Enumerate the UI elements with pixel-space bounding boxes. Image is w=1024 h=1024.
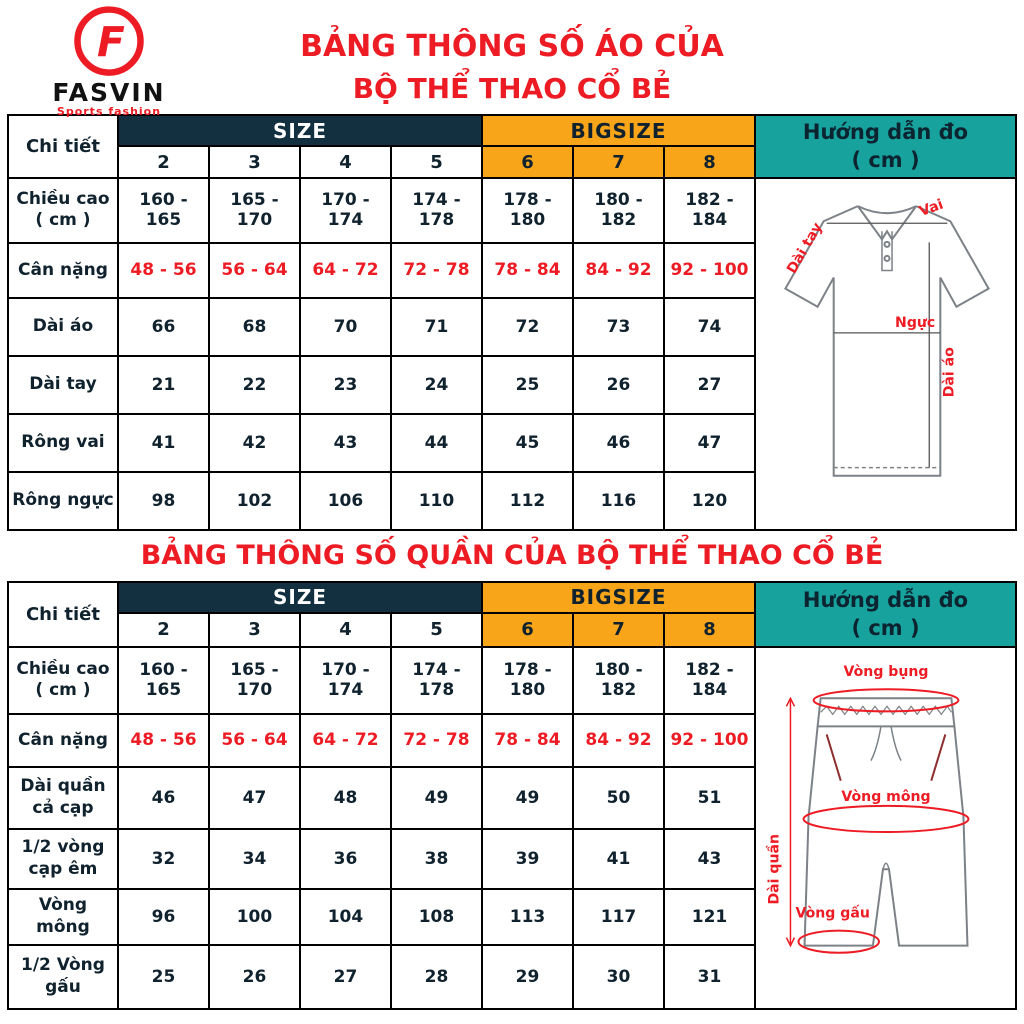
row-label: Dài áo [8, 298, 118, 356]
waist-label: Vòng bụng [843, 663, 929, 680]
cell: 72 - 78 [391, 243, 482, 298]
cell: 45 [482, 414, 573, 472]
cell: 47 [209, 767, 300, 829]
pants-size-col: 5 [391, 613, 482, 647]
row-label: Chiều cao ( cm ) [8, 178, 118, 243]
pants-table-title: BẢNG THÔNG SỐ QUẦN CỦA BỘ THỂ THAO CỔ BẺ [140, 539, 884, 571]
cell: 47 [664, 414, 755, 472]
cell: 180 - 182 [573, 647, 664, 714]
cell: 46 [118, 767, 209, 829]
cell: 170 - 174 [300, 647, 391, 714]
row-label: Dài quần cả cạp [8, 767, 118, 829]
cell: 178 - 180 [482, 647, 573, 714]
cell: 165 - 170 [209, 178, 300, 243]
cell: 92 - 100 [664, 714, 755, 767]
cell: 106 [300, 472, 391, 530]
cell: 24 [391, 356, 482, 414]
cell: 30 [573, 945, 664, 1009]
cell: 26 [573, 356, 664, 414]
cell: 66 [118, 298, 209, 356]
cell: 120 [664, 472, 755, 530]
brand-logo [44, 4, 174, 118]
row-label: Chiều cao ( cm ) [8, 647, 118, 714]
pants-bigsize-band: BIGSIZE [482, 582, 755, 613]
pants-size-col: 3 [209, 613, 300, 647]
table-row [8, 647, 1016, 714]
pants-bigsize-col: 6 [482, 613, 573, 647]
shirt-bigsize-col: 7 [573, 146, 664, 177]
cell: 116 [573, 472, 664, 530]
shirt-guide-title: Hướng dẫn đo [802, 120, 969, 144]
shorts-diagram-icon [760, 654, 1012, 1002]
cell: 174 - 178 [391, 178, 482, 243]
cell: 84 - 92 [573, 714, 664, 767]
cell: 43 [300, 414, 391, 472]
pants-measure-diagram [755, 647, 1016, 1009]
cell: 21 [118, 356, 209, 414]
pants-spec-table [7, 581, 1017, 1010]
row-label: 1/2 vòng cạp êm [8, 829, 118, 889]
cell: 160 - 165 [118, 178, 209, 243]
cell: 26 [209, 945, 300, 1009]
cell: 28 [391, 945, 482, 1009]
cell: 64 - 72 [300, 714, 391, 767]
pants-guide-header [755, 582, 1016, 647]
cell: 56 - 64 [209, 243, 300, 298]
pants-size-col: 2 [118, 613, 209, 647]
shirt-bigsize-band: BIGSIZE [482, 115, 755, 146]
pants-bigsize-col: 8 [664, 613, 755, 647]
cell: 117 [573, 889, 664, 945]
cell: 48 [300, 767, 391, 829]
row-label: Rông ngực [8, 472, 118, 530]
shirt-header-band-row [8, 115, 1016, 146]
cell: 174 - 178 [391, 647, 482, 714]
pants-bigsize-col: 7 [573, 613, 664, 647]
shirt-length-label: Dài áo [940, 346, 957, 397]
cell: 41 [573, 829, 664, 889]
pants-size-col: 4 [300, 613, 391, 647]
cell: 92 - 100 [664, 243, 755, 298]
cell: 36 [300, 829, 391, 889]
cell: 44 [391, 414, 482, 472]
cell: 64 - 72 [300, 243, 391, 298]
cell: 108 [391, 889, 482, 945]
cell: 38 [391, 829, 482, 889]
shirt-size-col: 2 [118, 146, 209, 177]
shoulder-label: Vai [916, 196, 946, 220]
cell: 56 - 64 [209, 714, 300, 767]
shirt-size-band: SIZE [118, 115, 482, 146]
shirt-measure-diagram [755, 178, 1016, 530]
shirt-corner-cell: Chi tiết [8, 115, 118, 178]
cell: 98 [118, 472, 209, 530]
cell: 178 - 180 [482, 178, 573, 243]
cell: 43 [664, 829, 755, 889]
cell: 22 [209, 356, 300, 414]
cell: 39 [482, 829, 573, 889]
cell: 51 [664, 767, 755, 829]
cell: 25 [118, 945, 209, 1009]
brand-logo-icon [70, 4, 148, 80]
cell: 32 [118, 829, 209, 889]
cell: 102 [209, 472, 300, 530]
cell: 70 [300, 298, 391, 356]
cell: 165 - 170 [209, 647, 300, 714]
hem-label: Vòng gấu [795, 905, 870, 922]
row-label: Cân nặng [8, 714, 118, 767]
cell: 48 - 56 [118, 714, 209, 767]
cell: 27 [664, 356, 755, 414]
cell: 100 [209, 889, 300, 945]
cell: 34 [209, 829, 300, 889]
cell: 29 [482, 945, 573, 1009]
cell: 112 [482, 472, 573, 530]
row-label: Rông vai [8, 414, 118, 472]
cell: 41 [118, 414, 209, 472]
cell: 48 - 56 [118, 243, 209, 298]
cell: 180 - 182 [573, 178, 664, 243]
cell: 27 [300, 945, 391, 1009]
shirt-spec-table [7, 114, 1017, 531]
page-header [0, 0, 1024, 118]
brand-name: FASVIN [52, 78, 166, 107]
cell: 74 [664, 298, 755, 356]
shirt-bigsize-col: 8 [664, 146, 755, 177]
cell: 50 [573, 767, 664, 829]
cell: 31 [664, 945, 755, 1009]
shirt-title-line1: BẢNG THÔNG SỐ ÁO CỦA [300, 29, 724, 64]
cell: 72 [482, 298, 573, 356]
chest-label: Ngực [894, 314, 935, 331]
sleeve-length-label: Dài tay [783, 219, 826, 277]
cell: 84 - 92 [573, 243, 664, 298]
cell: 42 [209, 414, 300, 472]
cell: 71 [391, 298, 482, 356]
pants-guide-unit: ( cm ) [851, 616, 920, 641]
cell: 121 [664, 889, 755, 945]
cell: 160 - 165 [118, 647, 209, 714]
cell: 25 [482, 356, 573, 414]
cell: 104 [300, 889, 391, 945]
cell: 68 [209, 298, 300, 356]
row-label: 1/2 Vòng gấu [8, 945, 118, 1009]
cell: 46 [573, 414, 664, 472]
pants-header-band-row [8, 582, 1016, 613]
cell: 110 [391, 472, 482, 530]
cell: 78 - 84 [482, 714, 573, 767]
cell: 49 [391, 767, 482, 829]
cell: 78 - 84 [482, 243, 573, 298]
pants-length-label: Dài quần [765, 833, 782, 905]
cell: 113 [482, 889, 573, 945]
shirt-guide-header [755, 115, 1016, 178]
shirt-size-col: 4 [300, 146, 391, 177]
cell: 73 [573, 298, 664, 356]
shirt-bigsize-col: 6 [482, 146, 573, 177]
row-label: Vòng mông [8, 889, 118, 945]
row-label: Dài tay [8, 356, 118, 414]
shirt-size-col: 5 [391, 146, 482, 177]
brand-initial: F [96, 17, 125, 66]
row-label: Cân nặng [8, 243, 118, 298]
pants-size-band: SIZE [118, 582, 482, 613]
hip-label: Vòng mông [840, 788, 931, 805]
shirt-size-col: 3 [209, 146, 300, 177]
table-row [8, 178, 1016, 243]
shirt-title-line2: BỘ THỂ THAO CỔ BẺ [352, 72, 672, 105]
cell: 23 [300, 356, 391, 414]
cell: 96 [118, 889, 209, 945]
pants-corner-cell: Chi tiết [8, 582, 118, 647]
brand-tagline: Sports fashion [56, 105, 162, 118]
polo-shirt-diagram-icon [760, 182, 1012, 526]
cell: 72 - 78 [391, 714, 482, 767]
shirt-guide-unit: ( cm ) [851, 148, 920, 173]
cell: 182 - 184 [664, 647, 755, 714]
cell: 170 - 174 [300, 178, 391, 243]
cell: 49 [482, 767, 573, 829]
cell: 182 - 184 [664, 178, 755, 243]
pants-guide-title: Hướng dẫn đo [802, 587, 969, 612]
